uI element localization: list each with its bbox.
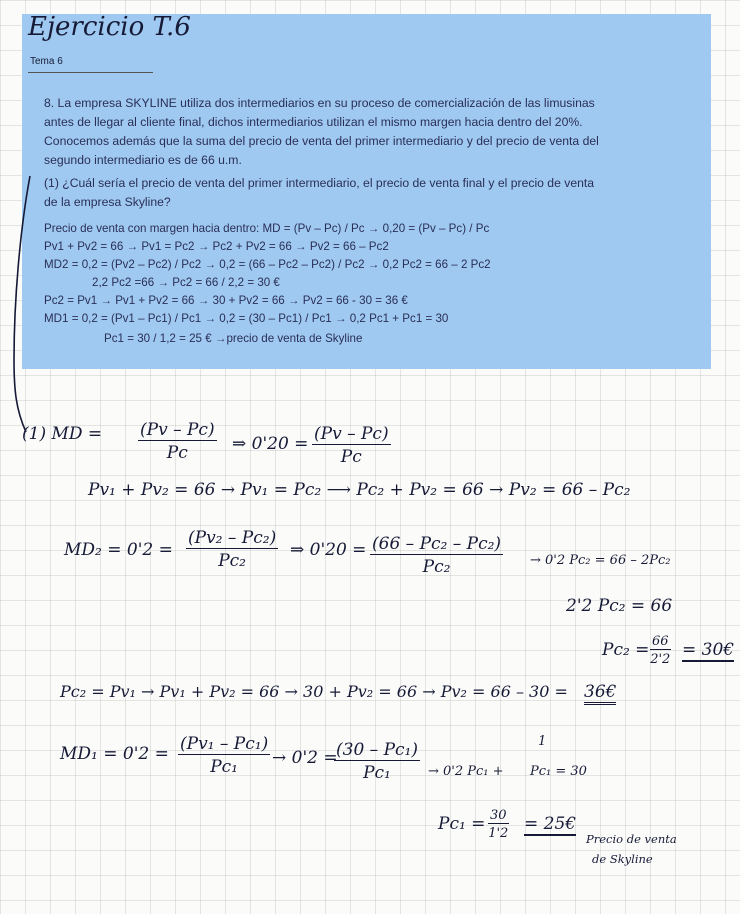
hw-line8-den: 1'2 <box>488 826 509 841</box>
hw-line7-fraction2 <box>334 740 420 783</box>
hw-line3-den: Pc₂ <box>218 551 246 571</box>
hw-line3-fraction2 <box>370 534 503 577</box>
hw-line6-result: 36€ <box>584 682 616 705</box>
hw-line7-one: 1 <box>538 734 547 749</box>
hw-line1-fraction2 <box>312 424 391 467</box>
hw-line5-num: 66 <box>652 634 669 649</box>
solution-line-4: 2,2 Pc2 =66 → Pc2 = 66 / 2,2 = 30 € <box>92 276 280 289</box>
question-line-1: (1) ¿Cuál sería el precio de venta del primer intermediario, el precio de venta final y el precio de venta <box>44 176 595 190</box>
hw-line7-den: Pc₁ <box>210 757 238 777</box>
statement-line-4: segundo intermediario es de 66 u.m. <box>44 153 242 167</box>
hw-line5-result: = 30€ <box>682 640 735 660</box>
hw-line7-num: (Pv₁ – Pc₁) <box>180 734 269 754</box>
hw-line1-den2: Pc <box>340 447 362 467</box>
question-line-2: de la empresa Skyline? <box>44 195 171 209</box>
statement-line-3: Conocemos además que la suma del precio de venta del primer intermediario y del precio de venta del <box>44 134 599 148</box>
solution-line-5: Pc2 = Pv1 → Pv1 + Pv2 = 66 → 30 + Pv2 = 66 → Pv2 = 66 - 30 = 36 € <box>44 294 408 307</box>
solution-line-6: MD1 = 0,2 = (Pv1 – Pc1) / Pc1 → 0,2 = (30 – Pc1) / Pc1 → 0,2 Pc1 + Pc1 = 30 <box>44 312 449 325</box>
hw-line3-den2: Pc₂ <box>422 557 451 577</box>
exercise-subtitle: Tema 6 <box>30 56 63 67</box>
hw-line7-tail: → 0'2 Pc₁ + <box>428 764 504 779</box>
hw-line7-den2: Pc₁ <box>363 763 391 783</box>
header-rule <box>28 72 153 73</box>
hw-line8-num: 30 <box>490 808 507 823</box>
hw-line3-arrow: ⇒ 0'20 = <box>290 540 367 560</box>
solution-line-1: Precio de venta con margen hacia dentro: MD = (Pv – Pc) / Pc → 0,20 = (Pv – Pc) / Pc <box>44 222 490 235</box>
statement-line-2: antes de llegar al cliente final, dichos intermediarios utilizan el mismo margen hacia dentro del 20%. <box>44 115 583 129</box>
hw-line6: Pc₂ = Pv₁ → Pv₁ + Pv₂ = 66 → 30 + Pv₂ = 66 → Pv₂ = 66 – 30 = <box>60 682 568 701</box>
hw-line1-den: Pc <box>166 443 188 463</box>
hw-line1-num: (Pv – Pc) <box>140 420 215 440</box>
hw-line1-prefix: (1) MD = <box>22 424 103 444</box>
hw-line1-num2: (Pv – Pc) <box>314 424 389 444</box>
hw-line1-arrow: ⇒ 0'20 = <box>232 434 309 454</box>
solution-line-2: Pv1 + Pv2 = 66 → Pv1 = Pc2 → Pc2 + Pv2 = 66 → Pv2 = 66 – Pc2 <box>44 240 389 253</box>
hw-line7-fraction <box>178 734 270 777</box>
hw-line3-fraction <box>186 528 278 571</box>
hw-line3-tail: → 0'2 Pc₂ = 66 – 2Pc₂ <box>530 553 671 568</box>
hw-line7-tail2: Pc₁ = 30 <box>530 764 587 779</box>
hw-note-line2: de Skyline <box>592 852 653 866</box>
hw-note-line1: Precio de venta <box>586 832 677 846</box>
hw-line7-num2: (30 – Pc₁) <box>336 740 418 760</box>
hw-line8-fraction <box>488 808 509 841</box>
hw-line8-prefix: Pc₁ = <box>438 814 486 834</box>
hw-line5-fraction <box>650 634 671 667</box>
exercise-title: Ejercicio T.6 <box>28 12 191 42</box>
statement-line-1: 8. La empresa SKYLINE utiliza dos intermediarios en su proceso de comercialización de las limusinas <box>44 96 595 110</box>
hw-line3-num: (Pv₂ – Pc₂) <box>188 528 277 548</box>
hw-line2: Pv₁ + Pv₂ = 66 → Pv₁ = Pc₂ ⟶ Pc₂ + Pv₂ = 66 → Pv₂ = 66 – Pc₂ <box>88 480 631 500</box>
hw-line5-prefix: Pc₂ = <box>602 640 650 660</box>
hw-line3-prefix: MD₂ = 0'2 = <box>64 540 173 560</box>
hw-line5-den: 2'2 <box>650 652 671 667</box>
hw-line7-prefix: MD₁ = 0'2 = <box>60 744 169 764</box>
hw-line8-result: = 25€ <box>524 814 577 834</box>
solution-line-3: MD2 = 0,2 = (Pv2 – Pc2) / Pc2 → 0,2 = (66 – Pc2 – Pc2) / Pc2 → 0,2 Pc2 = 66 – 2 Pc2 <box>44 258 491 271</box>
hw-line1-fraction <box>138 420 217 463</box>
hw-line7-arrow: → 0'2 = <box>272 748 338 768</box>
hw-line4: 2'2 Pc₂ = 66 <box>566 596 673 616</box>
solution-line-7: Pc1 = 30 / 1,2 = 25 € →precio de venta de Skyline <box>104 332 363 345</box>
hw-line3-num2: (66 – Pc₂ – Pc₂) <box>372 534 502 554</box>
